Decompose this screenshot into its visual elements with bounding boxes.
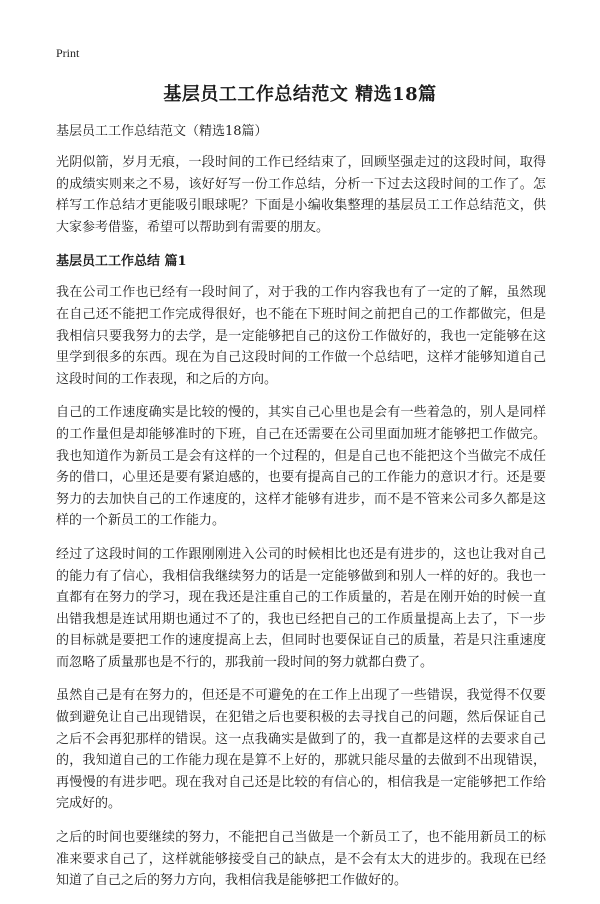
- document-subtitle: 基层员工工作总结范文（精选18篇）: [56, 124, 268, 139]
- body-paragraph: 自己的工作速度确实是比较的慢的，其实自己心里也是会有一些着急的，别人是同样的工作量但是却能够准时的下班，自己在还需要在公司里面加班才能够把工作做完。我也知道作为新员工是会有这样的一个过程的，但是自己也不能把这个当做完不成任务的借口，心里还是要有紧迫感的，也要有提高自己的工作能力的意识才行。还是要努力的去加快自己的工作速度的，这样才能够有进步，而不是不管来公司多久都是这样的一个新员工的工作能力。: [56, 405, 546, 529]
- body-paragraph: 虽然自己是有在努力的，但还是不可避免的在工作上出现了一些错误，我觉得不仅要做到避免让自己出现错误，在犯错之后也要积极的去寻找自己的问题，然后保证自己之后不会再犯那样的错误。这一点我确实是做到了的，我一直都是这样的去要求自己的，我知道自己的工作能力现在是算不上好的，那就只能尽量的去做到不出现错误，再慢慢的有进步吧。现在我对自己还是比较的有信心的，相信我是一定能够把工作给完成好的。: [56, 688, 546, 812]
- section-heading: 基层员工工作总结 篇1: [56, 254, 187, 270]
- body-paragraph: 之后的时间也要继续的努力，不能把自己当做是一个新员工了，也不能用新员工的标准来要求自己了，这样就能够接受自己的缺点，是不会有太大的进步的。我现在已经知道了自己之后的努力方向，我相信我是能够把工作做好的。: [56, 830, 546, 889]
- document-body: [56, 122, 546, 904]
- print-link[interactable]: Print: [56, 46, 80, 60]
- body-paragraph: 经过了这段时间的工作跟刚刚进入公司的时候相比也还是有进步的，这也让我对自己的能力有了信心，我相信我继续努力的话是一定能够做到和别人一样的好的。我也一直都有在努力的学习，现在我还是注重自己的工作质量的，若是在刚开始的时候一直出错我想是连试用期也通过不了的，我也已经把自己的工作质量提高上去了，下一步的目标就是要把工作的速度提高上去，但同时也要保证自己的质量，若是只注重速度而忽略了质量那也是不行的，那我前一段时间的努力就都白费了。: [56, 546, 546, 670]
- body-paragraph: 我在公司工作也已经有一段时间了，对于我的工作内容我也有了一定的了解，虽然现在自己还不能把工作完成得很好，也不能在下班时间之前把自己的工作都做完，但是我相信只要我努力的去学，是一定能够把自己的这份工作做好的，我也一定能够在这里学到很多的东西。现在为自己这段时间的工作做一个总结吧，这样才能够知道自己这段时间的工作表现，和之后的方向。: [56, 285, 546, 387]
- intro-paragraph: 光阴似箭，岁月无痕，一段时间的工作已经结束了，回顾坚强走过的这段时间，取得的成绩实则来之不易，该好好写一份工作总结，分析一下过去这段时间的工作了。怎样写工作总结才更能吸引眼球呢？下面是小编收集整理的基层员工工作总结范文，供大家参考借鉴，希望可以帮助到有需要的朋友。: [56, 155, 546, 235]
- page-title: 基层员工工作总结范文 精选18篇: [163, 84, 437, 105]
